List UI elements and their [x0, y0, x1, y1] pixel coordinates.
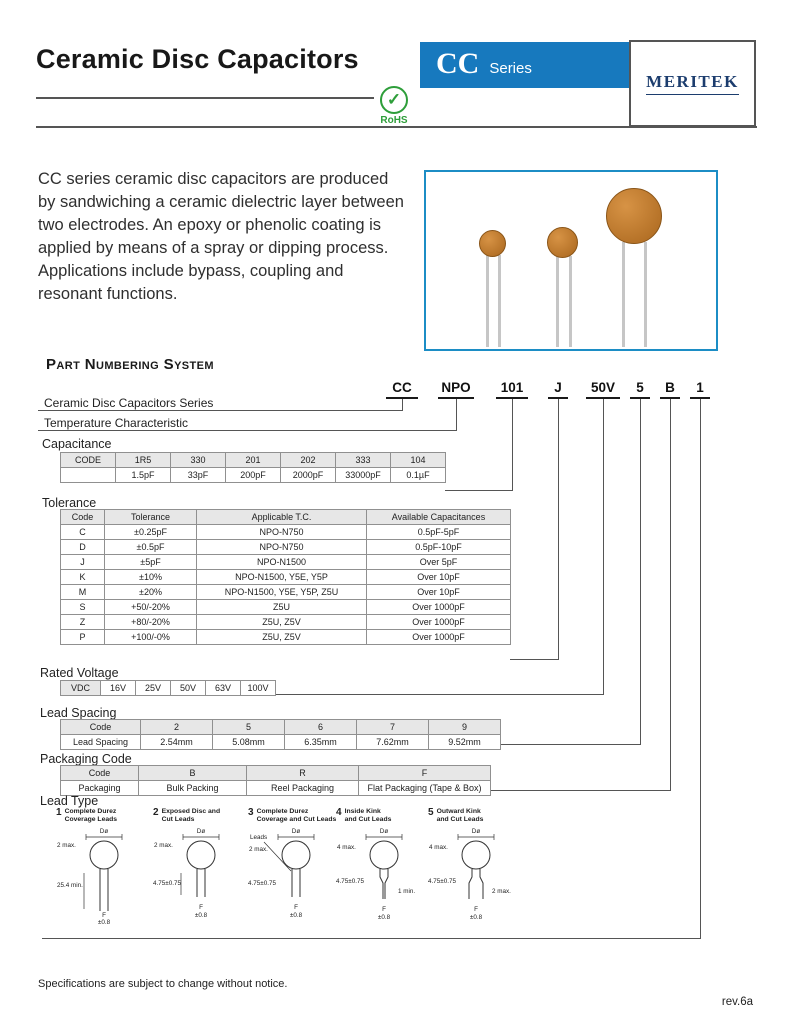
table-cell: ±0.25pF	[105, 525, 197, 540]
table-cell: 6	[285, 720, 357, 735]
table-header-row	[61, 766, 491, 781]
table-cell: NPO-N750	[197, 540, 367, 555]
part-segment-capacitance: 101	[496, 380, 528, 399]
table-cell: Bulk Packing	[139, 781, 247, 796]
check-glyph: ✓	[386, 90, 402, 109]
table-row	[61, 781, 491, 796]
table-cell: 201	[226, 453, 281, 468]
lead-spacing-table	[60, 719, 501, 750]
table-cell: F	[359, 766, 491, 781]
table-cell: D	[61, 540, 105, 555]
table-cell: 200pF	[226, 468, 281, 483]
rohs-logo	[376, 86, 412, 126]
table-cell: 202	[281, 453, 336, 468]
page-title: Ceramic Disc Capacitors	[36, 44, 359, 74]
lead-type-number: 1	[56, 807, 62, 818]
table-row	[61, 630, 511, 645]
label-line: Complete Durez	[256, 808, 309, 815]
svg-text:±0.8: ±0.8	[377, 913, 391, 921]
table-cell: Flat Packaging (Tape & Box)	[359, 781, 491, 796]
table-cell: Over 5pF	[367, 555, 511, 570]
lead-type-drawing	[336, 825, 432, 925]
connector-line	[603, 399, 604, 695]
table-cell: Code	[61, 720, 141, 735]
table-cell: 2	[141, 720, 213, 735]
table-cell: 7.62mm	[357, 735, 429, 750]
label-line: Exposed Disc and	[161, 808, 221, 815]
tolerance-table	[60, 509, 511, 645]
lead-type-number: 4	[336, 807, 342, 818]
table-row	[61, 735, 501, 750]
label-line: Coverage Leads	[64, 815, 118, 823]
table-cell: 9.52mm	[429, 735, 501, 750]
table-cell: NPO-N1500	[197, 555, 367, 570]
part-segment-series: CC	[386, 380, 418, 399]
table-header-row	[61, 453, 446, 468]
lead-type-caption	[56, 808, 152, 824]
table-cell: Z5U, Z5V	[197, 630, 367, 645]
table-cell: 1.5pF	[116, 468, 171, 483]
table-cell: J	[61, 555, 105, 570]
lead-type-label	[65, 808, 118, 824]
table-cell: 33000pF	[336, 468, 391, 483]
table-cell: Available Capacitances	[367, 510, 511, 525]
table-cell: Over 10pF	[367, 570, 511, 585]
table-cell: Code	[61, 766, 139, 781]
temp-characteristic-row-label: Temperature Characteristic	[44, 416, 189, 430]
svg-text:2 max.: 2 max.	[492, 887, 511, 895]
svg-text:Dø: Dø	[196, 827, 206, 835]
svg-text:±0.8: ±0.8	[97, 918, 111, 925]
capacitor-lead	[622, 242, 625, 347]
series-banner	[420, 42, 631, 88]
table-cell: K	[61, 570, 105, 585]
label-line: Cut Leads	[161, 815, 195, 823]
table-cell: 1R5	[116, 453, 171, 468]
svg-text:Dø: Dø	[99, 827, 109, 835]
table-cell: Lead Spacing	[61, 735, 141, 750]
table-cell: 5	[213, 720, 285, 735]
svg-text:F: F	[382, 905, 386, 913]
lead-type-label	[437, 808, 484, 824]
label-line: Complete Durez	[64, 808, 117, 815]
table-cell: Tolerance	[105, 510, 197, 525]
lead-type-number: 5	[428, 807, 434, 818]
table-cell: 16V	[101, 681, 136, 696]
table-cell: 33pF	[171, 468, 226, 483]
table-cell: 9	[429, 720, 501, 735]
table-cell: 0.5pF-10pF	[367, 540, 511, 555]
part-segment-tolerance: J	[548, 380, 568, 399]
capacitor-lead	[498, 255, 501, 347]
table-cell: Z5U, Z5V	[197, 615, 367, 630]
capacitor-lead	[556, 256, 559, 347]
table-cell: 5.08mm	[213, 735, 285, 750]
table-cell: ±10%	[105, 570, 197, 585]
lead-type-label	[345, 808, 392, 824]
brand-logo-box	[629, 40, 756, 127]
table-cell: 333	[336, 453, 391, 468]
svg-text:2 max.: 2 max.	[154, 841, 173, 849]
table-cell: Packaging	[61, 781, 139, 796]
svg-text:4.75±0.75: 4.75±0.75	[153, 879, 181, 887]
capacitor-disc-medium	[547, 227, 578, 258]
connector-line	[42, 938, 701, 939]
capacitor-lead	[486, 255, 489, 347]
lead-type-diagram-1	[56, 808, 152, 925]
table-row	[61, 585, 511, 600]
packaging-code-heading: Packaging Code	[40, 752, 132, 766]
table-cell: Code	[61, 510, 105, 525]
table-cell: S	[61, 600, 105, 615]
brand-name: MERITEK	[646, 72, 739, 95]
lead-type-caption	[248, 808, 344, 824]
capacitor-lead	[644, 242, 647, 347]
svg-text:F: F	[294, 903, 298, 911]
lead-type-drawing	[153, 825, 249, 925]
part-segment-voltage: 50V	[586, 380, 620, 399]
table-row	[61, 525, 511, 540]
lead-type-diagram-2	[153, 808, 249, 925]
svg-text:4 max.: 4 max.	[429, 843, 448, 851]
table-row	[61, 615, 511, 630]
label-line: Outward Kink	[436, 808, 481, 815]
connector-line	[512, 399, 513, 491]
connector-line	[558, 399, 559, 660]
table-cell: +50/-20%	[105, 600, 197, 615]
series-word: Series	[489, 60, 532, 77]
connector-line	[670, 399, 671, 791]
label-line: Inside Kink	[344, 808, 381, 815]
series-code: CC	[436, 47, 480, 80]
svg-text:2 max.: 2 max.	[57, 841, 76, 849]
svg-text:±0.8: ±0.8	[289, 911, 303, 919]
title-divider	[36, 97, 374, 99]
table-cell: 6.35mm	[285, 735, 357, 750]
capacitor-disc-large	[606, 188, 662, 244]
series-row-label: Ceramic Disc Capacitors Series	[44, 396, 214, 410]
svg-text:F: F	[474, 905, 478, 913]
table-cell: +100/-0%	[105, 630, 197, 645]
table-cell: 25V	[136, 681, 171, 696]
rated-voltage-table	[60, 680, 276, 696]
packaging-table	[60, 765, 491, 796]
lead-type-caption	[336, 808, 432, 824]
svg-text:4 max.: 4 max.	[337, 843, 356, 851]
svg-text:25.4 min.: 25.4 min.	[57, 881, 83, 889]
lead-type-diagram-4	[336, 808, 432, 925]
table-cell: R	[247, 766, 359, 781]
table-cell: Applicable T.C.	[197, 510, 367, 525]
capacitor-disc-small	[479, 230, 506, 257]
table-cell: C	[61, 525, 105, 540]
lead-type-caption	[153, 808, 249, 824]
table-row	[61, 681, 276, 696]
revision-label: rev.6a	[721, 996, 753, 1008]
connector-line	[700, 399, 701, 938]
table-cell: Over 1000pF	[367, 615, 511, 630]
connector-line	[445, 490, 513, 491]
table-cell: 2000pF	[281, 468, 336, 483]
table-header-row	[61, 510, 511, 525]
part-segment-tc: NPO	[438, 380, 474, 399]
table-row	[61, 570, 511, 585]
table-cell: ±0.5pF	[105, 540, 197, 555]
svg-text:1 min.: 1 min.	[398, 887, 416, 895]
table-cell: 50V	[171, 681, 206, 696]
table-cell: NPO-N750	[197, 525, 367, 540]
table-cell: NPO-N1500, Y5E, Y5P	[197, 570, 367, 585]
table-cell: CODE	[61, 453, 116, 468]
table-cell: ±5pF	[105, 555, 197, 570]
svg-text:Dø: Dø	[291, 827, 301, 835]
table-cell: 0.5pF-5pF	[367, 525, 511, 540]
svg-text:2 max.: 2 max.	[249, 845, 268, 853]
table-cell	[61, 468, 116, 483]
table-cell: 104	[391, 453, 446, 468]
connector-line	[640, 399, 641, 745]
table-cell: Over 1000pF	[367, 630, 511, 645]
svg-text:Dø: Dø	[379, 827, 389, 835]
table-cell: Over 10pF	[367, 585, 511, 600]
label-line: Coverage and Cut Leads	[256, 815, 337, 823]
intro-paragraph: CC series ceramic disc capacitors are produced by sandwiching a ceramic dielectric layer between two electrodes. An epoxy or phenolic coating is applied by means of a spray or dipping process. Applications include bypass, coupling and resonant functions.	[38, 170, 404, 304]
table-cell: P	[61, 630, 105, 645]
rohs-check-icon	[380, 86, 408, 114]
connector-line	[456, 399, 457, 431]
table-cell: +80/-20%	[105, 615, 197, 630]
table-row	[61, 600, 511, 615]
table-cell: 2.54mm	[141, 735, 213, 750]
table-cell: Z5U	[197, 600, 367, 615]
label-line: and Cut Leads	[344, 815, 392, 823]
lead-type-heading: Lead Type	[40, 794, 99, 808]
table-cell: 100V	[241, 681, 276, 696]
lead-type-drawing	[56, 825, 152, 925]
rohs-label: RoHS	[380, 115, 408, 126]
lead-type-label	[162, 808, 221, 824]
footer-note: Specifications are subject to change without notice.	[38, 978, 288, 990]
lead-type-diagram-3	[248, 808, 344, 925]
lead-type-number: 3	[248, 807, 254, 818]
table-cell: Over 1000pF	[367, 600, 511, 615]
connector-line	[38, 410, 403, 411]
table-cell: 330	[171, 453, 226, 468]
lead-type-label	[257, 808, 337, 824]
part-segment-lead-type: 1	[690, 380, 710, 399]
capacitance-heading: Capacitance	[42, 437, 112, 451]
table-cell: M	[61, 585, 105, 600]
table-cell: 0.1µF	[391, 468, 446, 483]
rated-voltage-heading: Rated Voltage	[40, 666, 119, 680]
svg-text:Dø: Dø	[471, 827, 481, 835]
table-row	[61, 540, 511, 555]
svg-text:±0.8: ±0.8	[194, 911, 208, 919]
svg-text:Leads: Leads	[250, 833, 268, 841]
part-segment-packaging: B	[660, 380, 680, 399]
capacitance-table	[60, 452, 446, 483]
connector-line	[276, 694, 604, 695]
connector-line	[510, 659, 559, 660]
svg-text:F: F	[199, 903, 203, 911]
connector-line	[500, 744, 641, 745]
table-cell: Reel Packaging	[247, 781, 359, 796]
lead-spacing-heading: Lead Spacing	[40, 706, 117, 720]
lead-type-caption	[428, 808, 524, 824]
table-row	[61, 468, 446, 483]
capacitor-lead	[569, 256, 572, 347]
table-cell: VDC	[61, 681, 101, 696]
part-segment-lead-spacing: 5	[630, 380, 650, 399]
svg-text:4.75±0.75: 4.75±0.75	[336, 877, 364, 885]
table-cell: 7	[357, 720, 429, 735]
connector-line	[38, 430, 457, 431]
svg-text:4.75±0.75: 4.75±0.75	[248, 879, 276, 887]
lead-type-drawing	[248, 825, 344, 925]
lead-type-diagram-5	[428, 808, 524, 925]
connector-line	[490, 790, 671, 791]
table-cell: NPO-N1500, Y5E, Y5P, Z5U	[197, 585, 367, 600]
tolerance-heading: Tolerance	[42, 496, 97, 510]
label-line: and Cut Leads	[436, 815, 484, 823]
table-row	[61, 555, 511, 570]
svg-text:±0.8: ±0.8	[469, 913, 483, 921]
table-header-row	[61, 720, 501, 735]
table-cell: 63V	[206, 681, 241, 696]
svg-text:F: F	[102, 911, 106, 919]
svg-text:4.75±0.75: 4.75±0.75	[428, 877, 456, 885]
lead-type-number: 2	[153, 807, 159, 818]
section-heading-part-numbering: Part Numbering System	[46, 356, 214, 373]
table-cell: Z	[61, 615, 105, 630]
product-image	[424, 170, 718, 351]
lead-type-drawing	[428, 825, 524, 925]
table-cell: B	[139, 766, 247, 781]
table-cell: ±20%	[105, 585, 197, 600]
